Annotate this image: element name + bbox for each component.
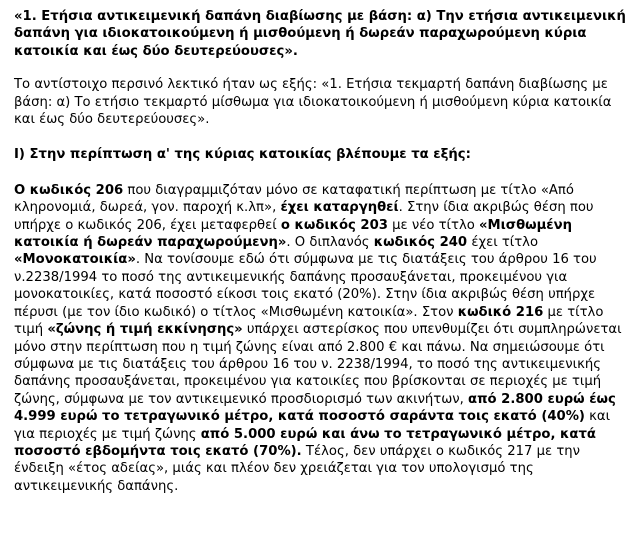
code-216-phrase: κωδικό 216 [457,304,544,320]
body-text: . Να τονίσουμε εδώ ότι σύμφωνα με τις διατάξεις του άρθρου 16 του ν.2238/1994 το ποσό της αντικειμενικής δαπάνης προσαυξάνεται, προκειμένου για μονοκατοικίες, κατά ποσοστό είκοσι τοις εκατό (20%). Στην ίδια ακριβώς θέση υπήρχε πέρυσι (με τον ίδιο κωδικό) ο τίτλος «Μισθωμένη κατοικία». Στον [14,252,597,320]
body-text: και για περιοχές με τιμή ζώνης [14,409,611,442]
body-text: με τίτλο τιμή [14,304,604,338]
rented-title-phrase: «Μισθωμένη κατοικία ή δωρεάν παραχωρούμενη» [14,217,573,251]
article-heading: «1. Ετήσια αντικειμενική δαπάνη διαβίωσης με βάση: α) Την ετήσια αντικειμενική δαπάνη για ιδιοκατοικούμενη ή μισθούμενη ή δωρεάν παραχωρούμενη κύρια κατοικία και έως δύο δευτερεύουσες». [14,9,626,59]
code-203-phrase: ο κωδικός 203 [280,217,388,233]
detached-house-phrase: «Μονοκατοικία» [14,252,136,268]
previous-wording-paragraph: Το αντίστοιχο περσινό λεκτικό ήταν ως εξής: «1. Ετήσια τεκμαρτή δαπάνη διαβίωσης με βάση: α) Το ετήσιο τεκμαρτό μίσθωμα για ιδιοκατοικούμενη ή μισθούμενη κύρια κατοικία και έως δύο δευτερεύουσες». [14,77,612,128]
body-text: υπάρχει αστερίσκος που υπενθυμίζει ότι συμπληρώνεται μόνο στην περίπτωση που η τιμή ζώνης είναι από 2.800 € και πάνω. Να σημειώσουμε ότι σύμφωνα με τις διατάξεις του άρθρου 16 του ν. 2238/1994, το ποσό της αντικειμενικής δαπάνης προσαυξάνεται, προκειμένου για κατοικίες που βρίσκονται σε περιοχές με τιμή ζώνης, σύμφωνα με τον αντικειμενικό προσδιορισμό των ακινήτων, [14,322,622,407]
seventy-percent-phrase: από 5.000 ευρώ και άνω το τετραγωνικό μέτρο, κατά ποσοστό εβδομήντα τοις εκατό (70%). [14,426,596,459]
body-text: που διαγραμμιζόταν μόνο σε καταφατική περίπτωση με τίτλο «Από κληρονομιά, δωρεά, γον. παροχή κ.λπ», [14,182,574,216]
section-heading: Ι) Στην περίπτωση α' της κύριας κατοικίας βλέπουμε τα εξής: [14,147,471,163]
body-text: . Στην ίδια ακριβώς θέση που υπήρχε ο κωδικός 206, έχει μεταφερθεί [14,200,594,233]
body-text: . Ο διπλανός [286,235,374,251]
body-text: έχει τίτλο [467,235,539,251]
body-text: Τέλος, δεν υπάρχει ο κωδικός 217 με την ένδειξη «έτος αδείας», μιάς και πλέον δεν χρειάζεται για τον υπολογισμό της αντικειμενικής δαπάνης. [14,443,580,494]
body-paragraph [14,182,626,495]
body-text: με νέο τίτλο [387,217,480,233]
abolished-phrase: έχει καταργηθεί [280,200,399,216]
code-206-phrase: Ο κωδικός 206 [14,182,124,198]
forty-percent-phrase: από 2.800 ευρώ έως 4.999 ευρώ το τετραγωνικό μέτρο, κατά ποσοστό σαράντα τοις εκατό (40%) [14,391,616,425]
zone-price-phrase: «ζώνης ή τιμή εκκίνησης» [47,322,243,338]
code-240-phrase: κωδικός 240 [373,235,468,251]
